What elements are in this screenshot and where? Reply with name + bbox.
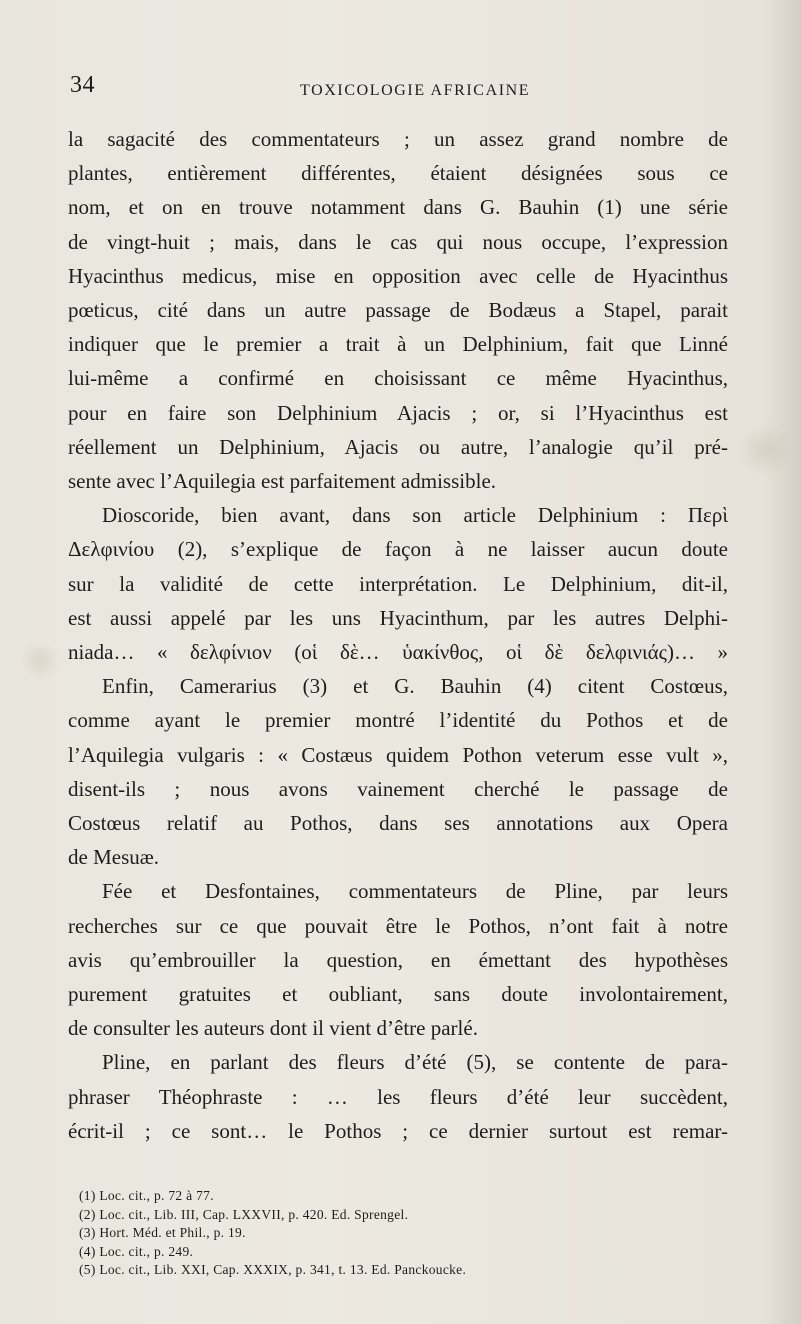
text-line: lui-même a confirmé en choisissant ce même Hyacinthus,: [68, 366, 728, 391]
footnote: (2) Loc. cit., Lib. III, Cap. LXXVII, p. 420. Ed. Sprengel.: [79, 1206, 409, 1222]
text-line: indiquer que le premier a trait à un Delphinium, fait que Linné: [68, 332, 728, 357]
text-line: écrit-il ; ce sont… le Pothos ; ce dernier surtout est remar-: [68, 1118, 728, 1143]
text-line: Δελφινίου (2), s’explique de façon à ne laisser aucun doute: [68, 537, 728, 562]
text-line: avis qu’embrouiller la question, en émettant des hypothèses: [68, 947, 728, 972]
text-line: pour en faire son Delphinium Ajacis ; or, si l’Hyacinthus est: [68, 400, 728, 425]
body-text: [68, 122, 728, 1148]
text-line: la sagacité des commentateurs ; un assez grand nombre de: [68, 127, 728, 151]
text-line: de Mesuæ.: [68, 845, 159, 870]
paper-stain: [740, 420, 790, 480]
text-line: plantes, entièrement différentes, étaient désignées sous ce: [68, 161, 728, 186]
text-line: Fée et Desfontaines, commentateurs de Pline, par leurs: [102, 879, 728, 904]
text-line: niada… « δελφίνιον (οἱ δὲ… ὑακίνθος, οἱ δὲ δελφινιάς)… »: [68, 640, 728, 665]
text-line: Dioscoride, bien avant, dans son article Delphinium : Περὶ: [102, 503, 728, 528]
text-line: est aussi appelé par les uns Hyacinthum, par les autres Delphi-: [68, 605, 728, 630]
text-line: pœticus, cité dans un autre passage de Bodæus a Stapel, parait: [68, 298, 728, 323]
text-line: comme ayant le premier montré l’identité du Pothos et de: [68, 708, 728, 733]
text-line: Pline, en parlant des fleurs d’été (5), se contente de para-: [102, 1050, 728, 1075]
text-line: sente avec l’Aquilegia est parfaitement admissible.: [68, 469, 497, 494]
paper-stain: [20, 640, 60, 680]
footnote: (3) Hort. Méd. et Phil., p. 19.: [79, 1225, 246, 1241]
text-line: recherches sur ce que pouvait être le Pothos, n’ont fait à notre: [68, 913, 728, 938]
text-line: de consulter les auteurs dont il vient d’être parlé.: [68, 1016, 478, 1041]
running-head: TOXICOLOGIE AFRICAINE: [300, 82, 531, 99]
text-line: l’Aquilegia vulgaris : « Costæus quidem Pothon veterum esse vult »,: [68, 742, 728, 767]
footnote: (1) Loc. cit., p. 72 à 77.: [79, 1188, 214, 1203]
text-line: Enfin, Camerarius (3) et G. Bauhin (4) citent Costœus,: [102, 674, 728, 699]
text-line: phraser Théophraste : … les fleurs d’été leur succèdent,: [68, 1084, 728, 1109]
text-line: sur la validité de cette interprétation. Le Delphinium, dit-il,: [68, 571, 728, 596]
footnote: (4) Loc. cit., p. 249.: [79, 1243, 194, 1259]
page-edge-shadow: [763, 0, 801, 1324]
footnote: (5) Loc. cit., Lib. XXI, Cap. XXXIX, p. 341, t. 13. Ed. Panckoucke.: [79, 1262, 467, 1278]
text-line: nom, et on en trouve notamment dans G. Bauhin (1) une série: [68, 195, 728, 220]
text-line: disent-ils ; nous avons vainement cherché le passage de: [68, 776, 728, 801]
page-number: 34: [70, 72, 95, 98]
text-line: Hyacinthus medicus, mise en opposition avec celle de Hyacinthus: [68, 263, 728, 288]
text-line: de vingt-huit ; mais, dans le cas qui nous occupe, l’expression: [68, 229, 728, 254]
text-line: Costœus relatif au Pothos, dans ses annotations aux Opera: [68, 811, 728, 836]
page-header: [70, 72, 727, 102]
footnotes: [79, 1187, 719, 1280]
text-line: réellement un Delphinium, Ajacis ou autre, l’analogie qu’il pré-: [68, 434, 728, 459]
text-line: purement gratuites et oubliant, sans doute involontairement,: [68, 982, 728, 1007]
